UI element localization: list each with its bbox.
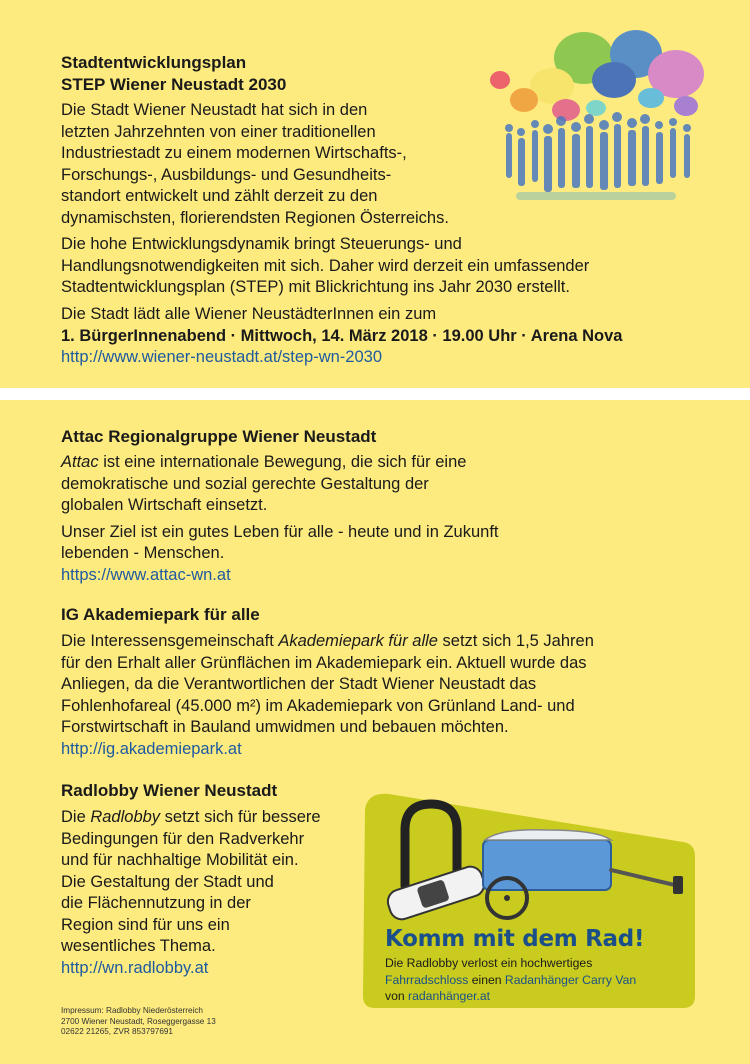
promo-line1: Die Radlobby verlost ein hochwertiges	[385, 956, 593, 970]
radlobby-name-italic: Radlobby	[90, 808, 161, 826]
attac-p2-line2: lebenden - Menschen.	[61, 544, 225, 562]
radlobby-link[interactable]: http://wn.radlobby.at	[61, 958, 209, 977]
radlobby-line: Die Gestaltung der Stadt und	[61, 872, 274, 891]
promo-mid: einen	[468, 972, 505, 987]
radlobby-line: wesentliches Thema.	[61, 937, 216, 955]
step-p2-line: Handlungsnotwendigkeiten mit sich. Daher wird derzeit ein umfassender	[61, 256, 590, 275]
promo-von: von	[385, 989, 409, 1003]
step-invite	[61, 304, 731, 369]
radlobby-block	[61, 780, 361, 979]
radlobby-line1-b: setzt sich für bessere	[160, 808, 321, 826]
ig-line1-b: setzt sich 1,5 Jahren	[437, 632, 594, 650]
impressum-line1: Impressum: Radlobby Niederösterreich	[61, 1006, 203, 1015]
impressum-line2: 2700 Wiener Neustadt, Roseggergasse 13	[61, 1016, 216, 1026]
impressum	[61, 1006, 216, 1038]
step-title-line2: STEP Wiener Neustadt 2030	[61, 75, 287, 94]
step-event-line: 1. BürgerInnenabend · Mittwoch, 14. März 2018 · 19.00 Uhr · Arena Nova	[61, 326, 623, 345]
ig-line: für den Erhalt aller Grünflächen im Akademiepark ein. Aktuell wurde das	[61, 653, 587, 672]
step-paragraph-2	[61, 234, 721, 299]
step-p1-line: standort entwickelt und zählt derzeit zu den	[61, 187, 378, 205]
attac-p1-line1	[61, 452, 701, 474]
attac-p1-line3: globalen Wirtschaft einsetzt.	[61, 496, 268, 514]
promo-item-lock: Fahrradschloss	[385, 972, 469, 987]
ig-line: Forstwirtschaft in Bauland umwidmen und bebauen möchten.	[61, 718, 509, 736]
radlobby-line: Region sind für uns ein	[61, 915, 230, 934]
promo-item-trailer: Radanhänger Carry Van	[504, 972, 637, 987]
attac-name-italic: Attac	[61, 453, 99, 471]
section-divider	[0, 388, 750, 400]
radlobby-line: und für nachhaltige Mobilität ein.	[61, 851, 299, 869]
ig-line: Fohlenhofareal (45.000 m²) im Akademiepark von Grünland Land- und	[61, 696, 575, 715]
step-link[interactable]: http://www.wiener-neustadt.at/step-wn-2030	[61, 348, 383, 366]
step-p1-line: letzten Jahrzehnten von einer traditionellen	[61, 122, 376, 141]
attac-title: Attac Regionalgruppe Wiener Neustadt	[61, 427, 377, 446]
promo-line3	[385, 988, 675, 1005]
ig-line1-a: Die Interessensgemeinschaft	[61, 632, 279, 650]
step-p2-line: Die hohe Entwicklungsdynamik bringt Steuerungs- und	[61, 235, 462, 253]
radlobby-line1	[61, 807, 361, 829]
step-p2-line: Stadtentwicklungsplan (STEP) mit Blickrichtung ins Jahr 2030 erstellt.	[61, 278, 570, 296]
promo-shop-link[interactable]: radanhänger.at	[408, 989, 491, 1003]
radlobby-title: Radlobby Wiener Neustadt	[61, 781, 278, 800]
step-title-line1: Stadtentwicklungsplan	[61, 53, 247, 72]
promo-text	[385, 955, 675, 1005]
attac-link[interactable]: https://www.attac-wn.at	[61, 565, 231, 584]
ig-line: Anliegen, da die Verantwortlichen der Stadt Wiener Neustadt das	[61, 675, 537, 693]
step-block	[61, 52, 481, 96]
promo-title: Komm mit dem Rad!	[385, 926, 645, 952]
step-paragraph-1	[61, 100, 701, 229]
step-invite-text: Die Stadt lädt alle Wiener NeustädterInnen ein zum	[61, 305, 437, 323]
promo-line2	[385, 972, 675, 989]
ig-title: IG Akademiepark für alle	[61, 605, 260, 624]
step-p1-line: Industriestadt zu einem modernen Wirtschafts-,	[61, 144, 407, 162]
ig-name-italic: Akademiepark für alle	[278, 632, 438, 650]
radlobby-line: Bedingungen für den Radverkehr	[61, 829, 305, 848]
bike-promo-box	[361, 790, 701, 1012]
radlobby-line1-a: Die	[61, 808, 91, 826]
impressum-line3: 02622 21265, ZVR 853797691	[61, 1027, 173, 1037]
attac-p2-line1: Unser Ziel ist ein gutes Leben für alle - heute und in Zukunft	[61, 522, 499, 541]
step-p1-line: dynamischsten, florierendsten Regionen Österreichs.	[61, 208, 449, 227]
ig-line1	[61, 631, 721, 653]
attac-p1-rest: ist eine internationale Bewegung, die sich für eine	[98, 453, 467, 471]
step-p1-line: Forschungs-, Ausbildungs- und Gesundheits-	[61, 165, 392, 184]
step-p1-line: Die Stadt Wiener Neustadt hat sich in den	[61, 101, 368, 119]
ig-block	[61, 604, 721, 760]
ig-link[interactable]: http://ig.akademiepark.at	[61, 739, 242, 758]
attac-p1-line2: demokratische und sozial gerechte Gestaltung der	[61, 474, 429, 493]
attac-block	[61, 426, 701, 586]
radlobby-line: die Flächennutzung in der	[61, 894, 251, 912]
